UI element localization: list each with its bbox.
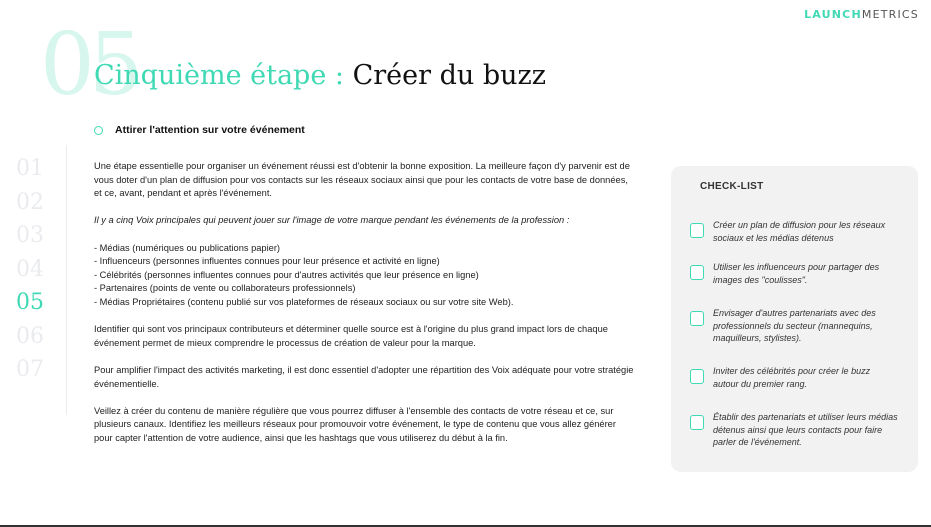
- paragraph-content: Veillez à créer du contenu de manière régulière que vous pourrez diffuser à l'ensemble des contacts de votre réseau et ce, sur plusieurs canaux. Identifiez les meilleurs réseaux pour promouvoir votre événement, le type de contenu que vous allez générer pour capter l'attention de votre audience, ainsi que les hashtags que vous utiliserez du début à la fin.: [94, 405, 616, 443]
- section-subheading: [94, 124, 305, 136]
- step-04[interactable]: 04: [16, 256, 44, 282]
- checklist-item-text: Inviter des célébrités pour créer le buzz autour du premier rang.: [713, 366, 871, 389]
- paragraph-intro: Une étape essentielle pour organiser un événement réussi est d'obtenir la bonne exposition. La meilleure façon d'y parvenir est de vous doter d'un plan de diffusion pour vos contacts sur les réseaux sociaux ainsi que pour les contacts de votre base de données, et ce, avant, pendant et après l'événement.: [94, 161, 630, 199]
- brand-accent: LAUNCH: [804, 8, 862, 21]
- checkbox-icon[interactable]: [690, 311, 704, 326]
- checklist-item[interactable]: [690, 261, 890, 286]
- body-text: [94, 160, 634, 459]
- step-07[interactable]: 07: [16, 357, 44, 382]
- step-01[interactable]: 01: [16, 156, 44, 181]
- step-03[interactable]: 03: [16, 223, 44, 248]
- checkbox-icon[interactable]: [690, 223, 704, 238]
- checklist-item-text: Envisager d'autres partenariats avec des professionnels du secteur (mannequins, maquilleurs, stylistes).: [713, 308, 876, 343]
- checkbox-icon[interactable]: [690, 369, 704, 384]
- checklist-item[interactable]: [690, 365, 895, 390]
- step-02[interactable]: 02: [16, 189, 44, 215]
- list-item: - Partenaires (points de vente ou collaborateurs professionnels): [94, 283, 356, 294]
- paragraph-contributors: Identifier qui sont vos principaux contributeurs et déterminer quelle source est à l'origine du plus grand impact lors de chaque événement permet de mieux comprendre le processus de création de valeur pour la marque.: [94, 324, 608, 348]
- list-item: - Célébrités (personnes influentes connues pour d'autres activités que leur présence en ligne): [94, 269, 479, 280]
- title-step: Cinquième étape :: [94, 60, 353, 91]
- checklist-item[interactable]: [690, 219, 905, 244]
- list-item: - Médias (numériques ou publications papier): [94, 242, 281, 253]
- subheading-text: Attirer l'attention sur votre événement: [115, 124, 305, 136]
- title-topic: Créer du buzz: [352, 60, 546, 91]
- step-navigation: [16, 152, 52, 387]
- checklist-item[interactable]: [690, 307, 905, 345]
- page-title: [94, 58, 546, 94]
- checklist-item-text: Établir des partenariats et utiliser leurs médias détenus ainsi que leurs contacts pour faire parler de l'événement.: [713, 412, 898, 447]
- paragraph-amplify: Pour amplifier l'impact des activités marketing, il est donc essentiel d'adopter une répartition des Voix adéquate pour votre stratégie événementielle.: [94, 364, 634, 389]
- divider: [66, 145, 67, 415]
- step-05-active[interactable]: 05: [16, 290, 44, 315]
- list-item: - Influenceurs (personnes influentes connues pour leur présence et activité en ligne): [94, 256, 440, 267]
- checklist-title: CHECK-LIST: [700, 181, 764, 192]
- checkbox-icon[interactable]: [690, 415, 704, 430]
- checklist-item[interactable]: [690, 411, 902, 449]
- circle-bullet-icon: [94, 126, 103, 135]
- checklist-card: [671, 166, 918, 472]
- step-06[interactable]: 06: [16, 323, 44, 349]
- voices-list: [94, 242, 634, 310]
- checklist-item-text: Utiliser les influenceurs pour partager des images des "coulisses".: [713, 262, 880, 285]
- step-big-number: 05: [40, 15, 138, 115]
- paragraph-voices: Il y a cinq Voix principales qui peuvent jouer sur l'image de votre marque pendant les événements de la profession :: [94, 215, 570, 226]
- checkbox-icon[interactable]: [690, 265, 704, 280]
- checklist-item-text: Créer un plan de diffusion pour les réseaux sociaux et les médias détenus: [713, 220, 886, 243]
- list-item: - Médias Propriétaires (contenu publié sur vos plateformes de réseaux sociaux ou sur votre site Web).: [94, 296, 514, 307]
- brand-logo: [804, 8, 919, 21]
- brand-rest: METRICS: [861, 8, 919, 21]
